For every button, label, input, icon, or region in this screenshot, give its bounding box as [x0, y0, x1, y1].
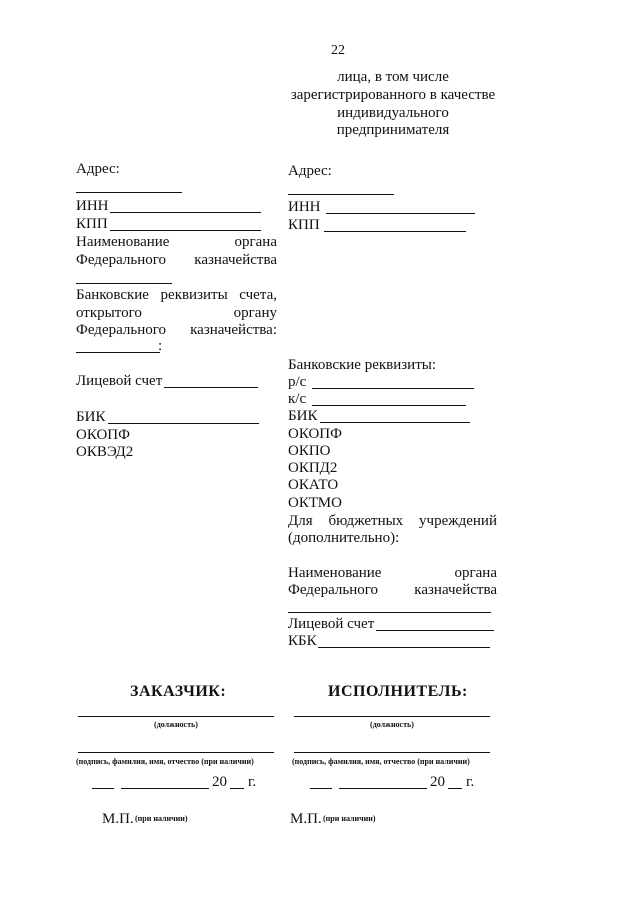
customer-date-year-line	[230, 788, 244, 789]
right-address-line	[288, 194, 394, 195]
left-bik-line	[108, 423, 259, 424]
left-okved-label: ОКВЭД2	[76, 444, 134, 460]
left-kpp-line	[110, 230, 261, 231]
left-org-name	[76, 233, 277, 251]
right-org-word-2: органа	[454, 565, 497, 581]
right-budget-word-3: учреждений	[419, 513, 497, 529]
left-fed-treasury-line	[76, 283, 172, 284]
left-fed-word-2: казначейства	[194, 252, 277, 268]
contractor-date-year-line	[448, 788, 462, 789]
left-opened-word-2: органу	[233, 305, 277, 321]
left-fed-treasury-2	[76, 321, 277, 339]
right-account-line	[376, 630, 494, 631]
right-org-name	[288, 564, 497, 582]
customer-date-month-line	[121, 788, 209, 789]
right-kbk-line	[318, 647, 490, 648]
customer-stamp-note: (при наличии)	[135, 814, 188, 823]
left-account-line	[164, 387, 258, 388]
right-budget	[288, 512, 497, 530]
right-oktmo-label: ОКТМО	[288, 495, 342, 511]
customer-date-day-line	[92, 788, 114, 789]
right-budget-word-2: бюджетных	[328, 513, 404, 529]
left-inn-label: ИНН	[76, 198, 109, 214]
left-colon: :	[158, 338, 163, 354]
right-ks-label: к/с	[288, 391, 307, 407]
right-org-word-1: Наименование	[288, 565, 382, 581]
customer-date-suffix: г.	[248, 774, 257, 790]
right-ks-line	[312, 405, 466, 406]
right-account-label: Лицевой счет	[288, 616, 375, 632]
left-opened-word-1: открытого	[76, 305, 142, 321]
left-fed2-word-1: Федерального	[76, 322, 167, 338]
right-additional: (дополнительно):	[288, 530, 400, 546]
left-address-line	[76, 192, 182, 193]
right-inn-label: ИНН	[288, 199, 321, 215]
header-line-2: зарегистрированного в качестве	[290, 87, 496, 103]
left-bik-label: БИК	[76, 409, 106, 425]
left-fed-word-1: Федерального	[76, 252, 167, 268]
right-fed-word-2: казначейства	[414, 582, 497, 598]
customer-heading: ЗАКАЗЧИК:	[130, 683, 227, 700]
left-colon-line	[76, 352, 160, 353]
right-okopf-label: ОКОПФ	[288, 426, 342, 442]
customer-signature-caption: (подпись, фамилия, имя, отчество (при наличии)	[76, 757, 254, 766]
customer-stamp-label: М.П.	[102, 811, 134, 827]
right-kbk-label: КБК	[288, 633, 317, 649]
contractor-signature-caption: (подпись, фамилия, имя, отчество (при наличии)	[292, 757, 470, 766]
left-bank-word-1: Банковские	[76, 287, 149, 303]
left-fed-treasury	[76, 251, 277, 269]
right-inn-line	[326, 213, 475, 214]
right-bik-label: БИК	[288, 408, 318, 424]
contractor-heading: ИСПОЛНИТЕЛЬ:	[328, 683, 468, 700]
left-address-label: Адрес:	[76, 161, 120, 177]
right-okato-label: ОКАТО	[288, 477, 339, 493]
contractor-date-year: 20	[430, 774, 445, 790]
header-line-3: индивидуального	[337, 105, 449, 121]
right-kpp-label: КПП	[288, 217, 320, 233]
contractor-date-day-line	[310, 788, 332, 789]
customer-position-line	[78, 716, 274, 717]
left-account-label: Лицевой счет	[76, 373, 163, 389]
customer-position-caption: (должность)	[154, 720, 198, 729]
contractor-signature-line	[294, 752, 490, 753]
right-rs-label: р/с	[288, 374, 307, 390]
left-org-name-word-1: Наименование	[76, 234, 170, 250]
right-address-label: Адрес:	[288, 163, 332, 179]
left-bank-word-3: счета,	[239, 287, 277, 303]
left-bank-word-2: реквизиты	[160, 287, 228, 303]
customer-signature-line	[78, 752, 274, 753]
right-kpp-line	[324, 231, 466, 232]
customer-date-year: 20	[212, 774, 227, 790]
left-opened	[76, 304, 277, 322]
right-okpd-label: ОКПД2	[288, 460, 338, 476]
right-fed-treasury-line	[288, 612, 491, 613]
right-fed-word-1: Федерального	[288, 582, 379, 598]
contractor-position-caption: (должность)	[370, 720, 414, 729]
left-bank-requisites	[76, 286, 277, 304]
left-kpp-label: КПП	[76, 216, 108, 232]
right-okpo-label: ОКПО	[288, 443, 331, 459]
right-budget-word-1: Для	[288, 513, 313, 529]
right-bik-line	[320, 422, 470, 423]
left-okopf-label: ОКОПФ	[76, 427, 130, 443]
left-org-name-word-2: органа	[234, 234, 277, 250]
left-inn-line	[110, 212, 261, 213]
right-fed-treasury	[288, 581, 497, 599]
contractor-position-line	[294, 716, 490, 717]
contractor-date-month-line	[339, 788, 427, 789]
contractor-stamp-note: (при наличии)	[323, 814, 376, 823]
right-bank-label: Банковские реквизиты:	[288, 357, 437, 373]
right-rs-line	[312, 388, 474, 389]
header-line-1: лица, в том числе	[337, 69, 449, 85]
page-number: 22	[331, 43, 345, 58]
contractor-stamp-label: М.П.	[290, 811, 322, 827]
left-fed2-word-2: казначейства:	[190, 322, 277, 338]
header-line-4: предпринимателя	[336, 122, 450, 138]
contractor-date-suffix: г.	[466, 774, 475, 790]
